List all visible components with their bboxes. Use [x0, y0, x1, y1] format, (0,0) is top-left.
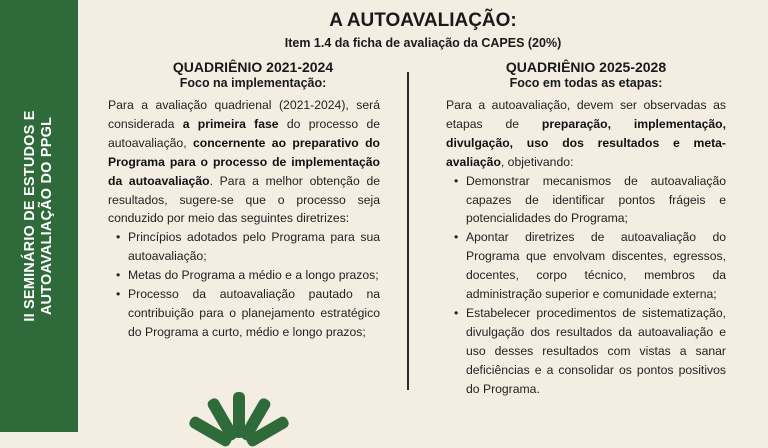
list-item: • Apontar diretrizes de autoavaliação do Programa que envolvam discentes, egressos, docentes, corpo técnico, membros da administração superior e comunidade externa;: [466, 228, 726, 304]
list-item: • Princípios adotados pelo Programa para sua autoavaliação;: [128, 228, 380, 266]
right-column-body: [446, 96, 726, 399]
right-column-focus: Foco em todas as etapas:: [509, 76, 663, 90]
page-title: A AUTOAVALIAÇÃO:: [329, 10, 517, 31]
right-intro-paragraph: [446, 96, 726, 172]
left-bold-2: concernente ao preparativo do Programa para o processo de implementação da autoavaliação: [108, 135, 380, 188]
left-bold-1: a primeira fase: [182, 116, 279, 131]
sidebar-title-line-2: AUTOAVALIAÇÃO DO PPGL: [39, 116, 55, 316]
column-divider: [407, 72, 409, 390]
sidebar-title: [22, 110, 56, 321]
page-subtitle: Item 1.4 da ficha de avaliação da CAPES (20%): [284, 36, 562, 50]
left-text-2: do processo de autoavaliação,: [108, 116, 380, 150]
list-item: • Metas do Programa a médio e a longo prazos;: [128, 266, 380, 285]
list-item: • Estabelecer procedimentos de sistematização, divulgação dos resultados da autoavaliação e uso desses resultados com vistas a sanar deficiências e a consolidar os pontos positivos do Programa.: [466, 304, 726, 399]
sidebar: [0, 0, 78, 432]
right-column-header: [446, 59, 726, 90]
left-column-heading: QUADRIÊNIO 2021-2024: [172, 59, 334, 75]
left-bullet-list: [108, 228, 380, 341]
left-text-1: Para a avaliação quadrienal (2021-2024), será considerada: [108, 98, 380, 131]
left-column-body: [108, 96, 380, 342]
left-column-header: [108, 59, 398, 90]
right-text-1: Para a autoavaliação, devem ser observadas as etapas de: [446, 98, 726, 131]
list-item: • Demonstrar mecanismos de autoavaliação capazes de identificar pontos frágeis e potencialidades do Programa;: [466, 172, 726, 229]
right-bold-1: preparação, implementação, divulgação, uso dos resultados e meta-avaliação: [446, 116, 726, 169]
list-item: • Processo da autoavaliação pautado na contribuição para o planejamento estratégico do Programa a curto, médio e longo prazos;: [128, 285, 380, 342]
right-text-2: , objetivando:: [500, 154, 574, 169]
sidebar-title-line-1: II SEMINÁRIO DE ESTUDOS E: [22, 110, 38, 322]
sunburst-decoration-icon: [175, 388, 305, 448]
left-intro-paragraph: [108, 96, 380, 228]
left-text-3: . Para a melhor obtenção de resultados, sugere-se que o processo seja conduzido por meio das seguintes diretrizes:: [108, 173, 380, 226]
right-column-heading: QUADRIÊNIO 2025-2028: [505, 59, 667, 75]
left-column-focus: Foco na implementação:: [179, 76, 327, 90]
right-bullet-list: [446, 172, 726, 399]
